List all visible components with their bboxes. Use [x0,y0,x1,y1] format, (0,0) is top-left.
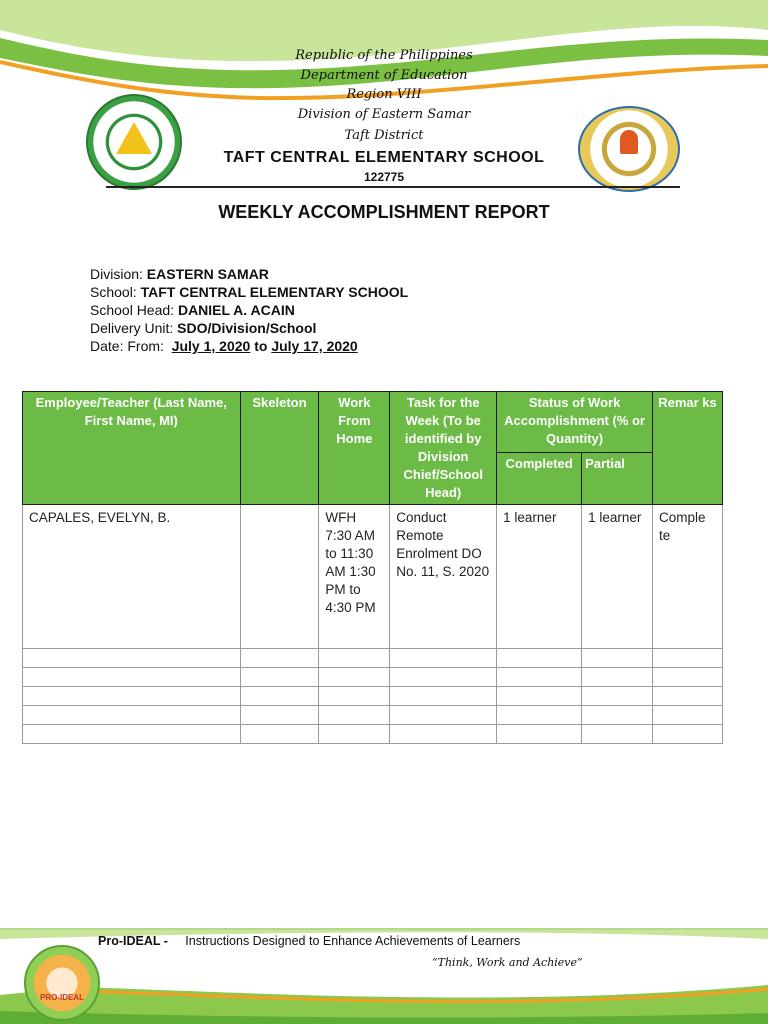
school-name: TAFT CENTRAL ELEMENTARY SCHOOL [223,149,545,166]
table-row [23,725,723,744]
info-date [90,338,358,354]
school-id: 122775 [363,170,405,184]
header-remarks: Remar ks [653,392,723,505]
table-row [23,668,723,687]
info-date-to: July 17, 2020 [271,338,358,354]
header-wfh: Work From Home [319,392,390,505]
info-date-from: July 1, 2020 [171,338,251,354]
info-head [90,302,295,318]
cell-wfh: WFH 7:30 AM to 11:30 AM 1:30 PM to 4:30 PM [319,505,390,649]
header-employee: Employee/Teacher (Last Name, First Name, MI) [23,392,241,505]
header-district: Taft District [344,128,424,143]
cell-employee: CAPALES, EVELYN, B. [23,505,241,649]
info-unit-value: SDO/Division/School [177,320,317,336]
info-head-label: School Head: [90,302,175,318]
header-region: Region VIII [346,87,422,102]
pro-ideal-logo [24,945,100,1021]
header-completed: Completed [497,452,582,504]
header-divider [106,186,680,188]
cell-completed: 1 learner [497,505,582,649]
info-division-value: EASTERN SAMAR [146,266,269,282]
footer-tagline: Instructions Designed to Enhance Achievements of Learners [185,934,521,948]
cell-task: Conduct Remote Enrolment DO No. 11, S. 2020 [390,505,497,649]
table-row [23,505,723,649]
footer-brand: Pro-IDEAL - [98,934,168,948]
footer-line [98,934,520,948]
pro-ideal-logo-text: PRO-IDEAL [40,993,84,1002]
info-date-to-label: to [254,338,268,354]
header-status: Status of Work Accomplishment (% or Quantity) [497,392,653,453]
info-school-label: School: [90,284,137,300]
report-title: WEEKLY ACCOMPLISHMENT REPORT [218,202,550,222]
header-task: Task for the Week (To be identified by Division Chief/School Head) [390,392,497,505]
info-unit [90,320,316,336]
header-skeleton: Skeleton [240,392,319,505]
info-division-label: Division: [90,266,143,282]
footer-quote: “Think, Work and Achieve” [432,956,583,969]
info-unit-label: Delivery Unit: [90,320,174,336]
cell-skeleton [240,505,319,649]
header-partial: Partial [582,452,653,504]
info-date-label: Date: From: [90,338,164,354]
header-republic: Republic of the Philippines [295,48,473,63]
info-division [90,266,269,282]
info-school-value: TAFT CENTRAL ELEMENTARY SCHOOL [140,284,409,300]
cell-partial: 1 learner [582,505,653,649]
table-row [23,649,723,668]
header-department: Department of Education [300,68,468,83]
table-row [23,687,723,706]
cell-remarks: Comple te [653,505,723,649]
info-school [90,284,408,300]
header-division: Division of Eastern Samar [297,107,471,122]
accomplishment-table [22,391,723,744]
table-row [23,706,723,725]
info-head-value: DANIEL A. ACAIN [177,302,295,318]
